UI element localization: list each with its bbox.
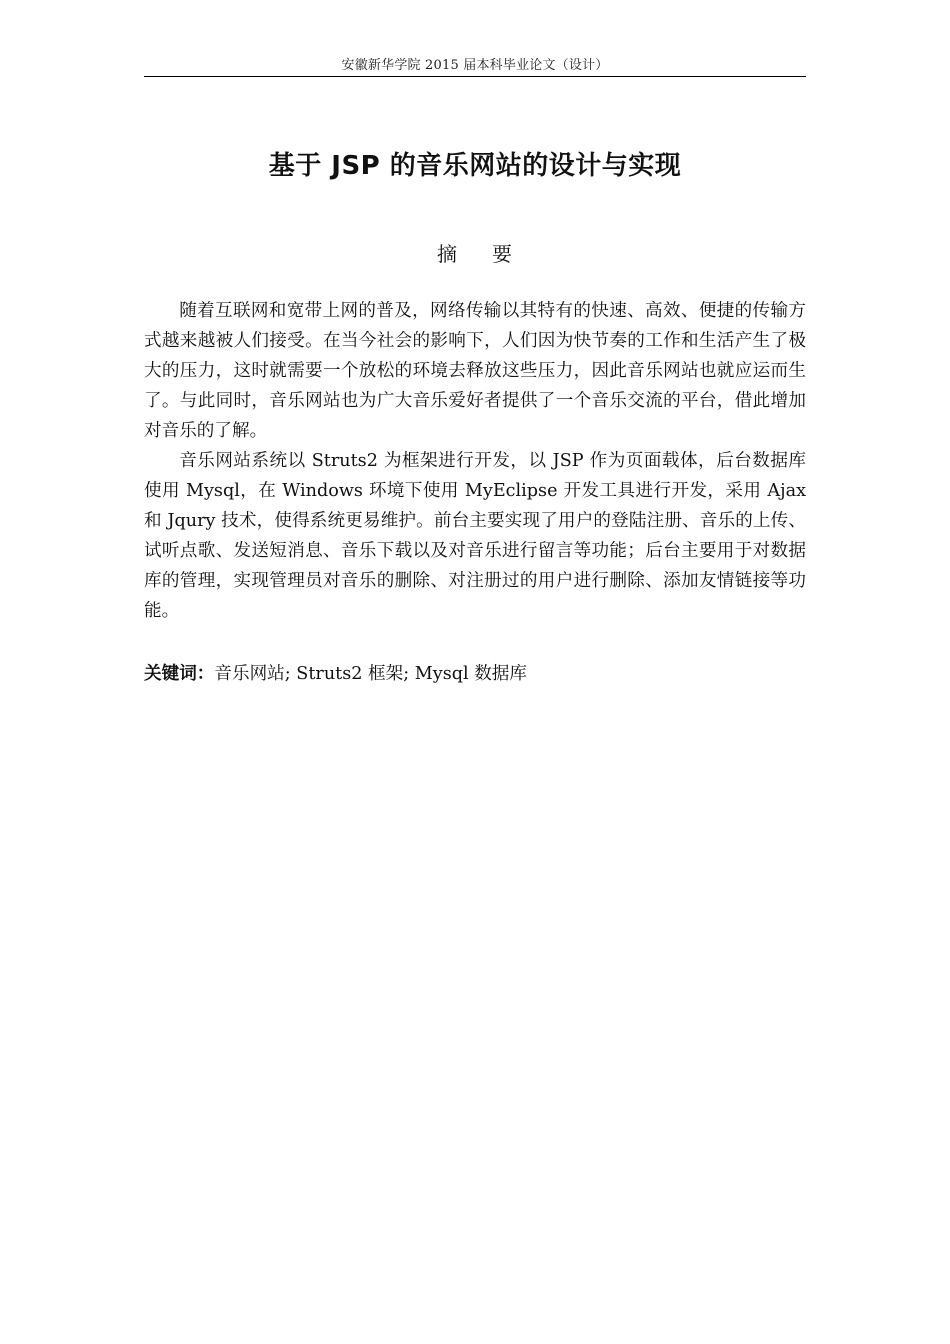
paper-title: 基于 JSP 的音乐网站的设计与实现 (268, 151, 682, 181)
header-rule (144, 76, 806, 77)
abstract-heading (144, 240, 806, 268)
abstract-heading-char-2: 要 (492, 242, 513, 266)
keywords-label: 关键词： (144, 664, 215, 684)
abstract-heading-char-1: 摘 (437, 242, 458, 266)
abstract-paragraph-2: 音乐网站系统以 Struts2 为框架进行开发，以 JSP 作为页面载体，后台数据库使用 Mysql，在 Windows 环境下使用 MyEclipse 开发工具进行开发，采用 Ajax 和 Jqury 技术，使得系统更易维护。前台主要实现了用户的登陆注册、音乐的上传、试听点歌、发送短消息、音乐下载以及对音乐进行留言等功能；后台主要用于对数据库的管理，实现管理员对音乐的删除、对注册过的用户进行删除、添加友情链接等功能。 (144, 451, 806, 621)
keywords-text: 音乐网站; Struts2 框架; Mysql 数据库 (214, 664, 527, 684)
keywords (144, 660, 806, 688)
abstract-paragraph-1: 随着互联网和宽带上网的普及，网络传输以其特有的快速、高效、便捷的传输方式越来越被人们接受。在当今社会的影响下，人们因为快节奏的工作和生活产生了极大的压力，这时就需要一个放松的环境去释放这些压力，因此音乐网站也就应运而生了。与此同时，音乐网站也为广大音乐爱好者提供了一个音乐交流的平台，借此增加对音乐的了解。 (144, 301, 806, 441)
abstract-body (144, 296, 806, 626)
running-header: 安徽新华学院 2015 届本科毕业论文（设计） (341, 58, 609, 73)
